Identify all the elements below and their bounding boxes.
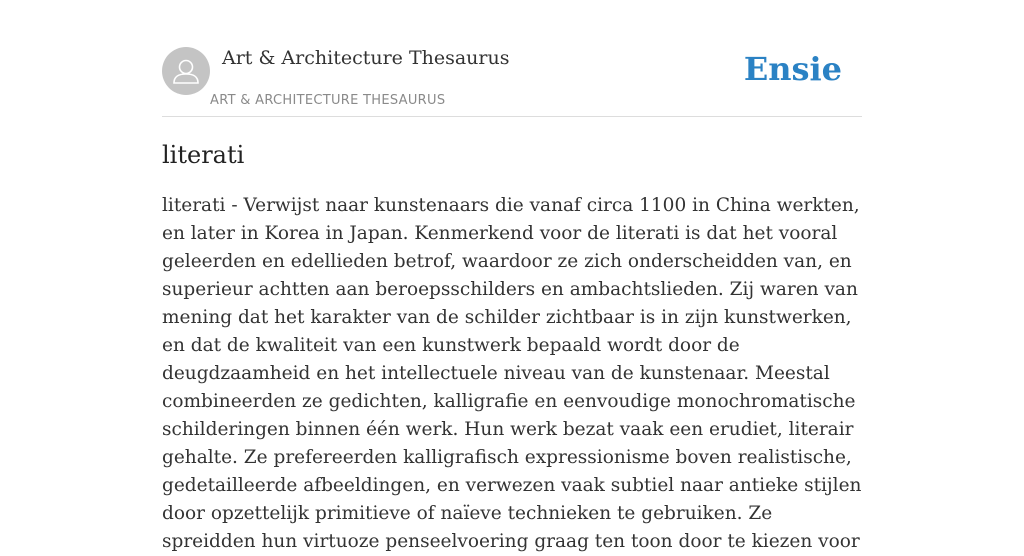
avatar-silhouette <box>162 47 210 95</box>
brand-logo[interactable]: Ensie <box>743 50 842 88</box>
page-header <box>162 46 862 117</box>
term-heading: literati <box>162 141 245 169</box>
user-avatar-icon[interactable] <box>162 47 210 95</box>
term-definition: literati - Verwijst naar kunstenaars die vanaf circa 1100 in China werkten, en later in Korea in Japan. Kenmerkend voor de literati is dat het vooral geleerden en edellieden betrof, waardoor ze zich onderscheidden van, en superieur achtten aan beroepsschilders en ambachtslieden. Zij waren van mening dat het karakter van de schilder zichtbaar is in zijn kunstwerken, en dat de kwaliteit van een kunstwerk bepaald wordt door de deugdzaamheid en het intellectuele niveau van de kunstenaar. Meestal combineerden ze gedichten, kalligrafie en eenvoudige monochromatische schilderingen binnen één werk. Hun werk bezat vaak een erudiet, literair gehalte. Ze prefereerden kalligrafisch expressionisme boven realistische, gedetailleerde afbeeldingen, en verwezen vaak subtiel naar antieke stijlen door opzettelijk primitieve of naïeve technieken te gebruiken. Ze spreidden hun virtuoze penseelvoering graag ten toon door te kiezen voor <box>162 195 862 552</box>
source-title[interactable]: Art & Architecture Thesaurus <box>222 47 510 69</box>
source-subtitle[interactable]: ART & ARCHITECTURE THESAURUS <box>210 93 446 108</box>
